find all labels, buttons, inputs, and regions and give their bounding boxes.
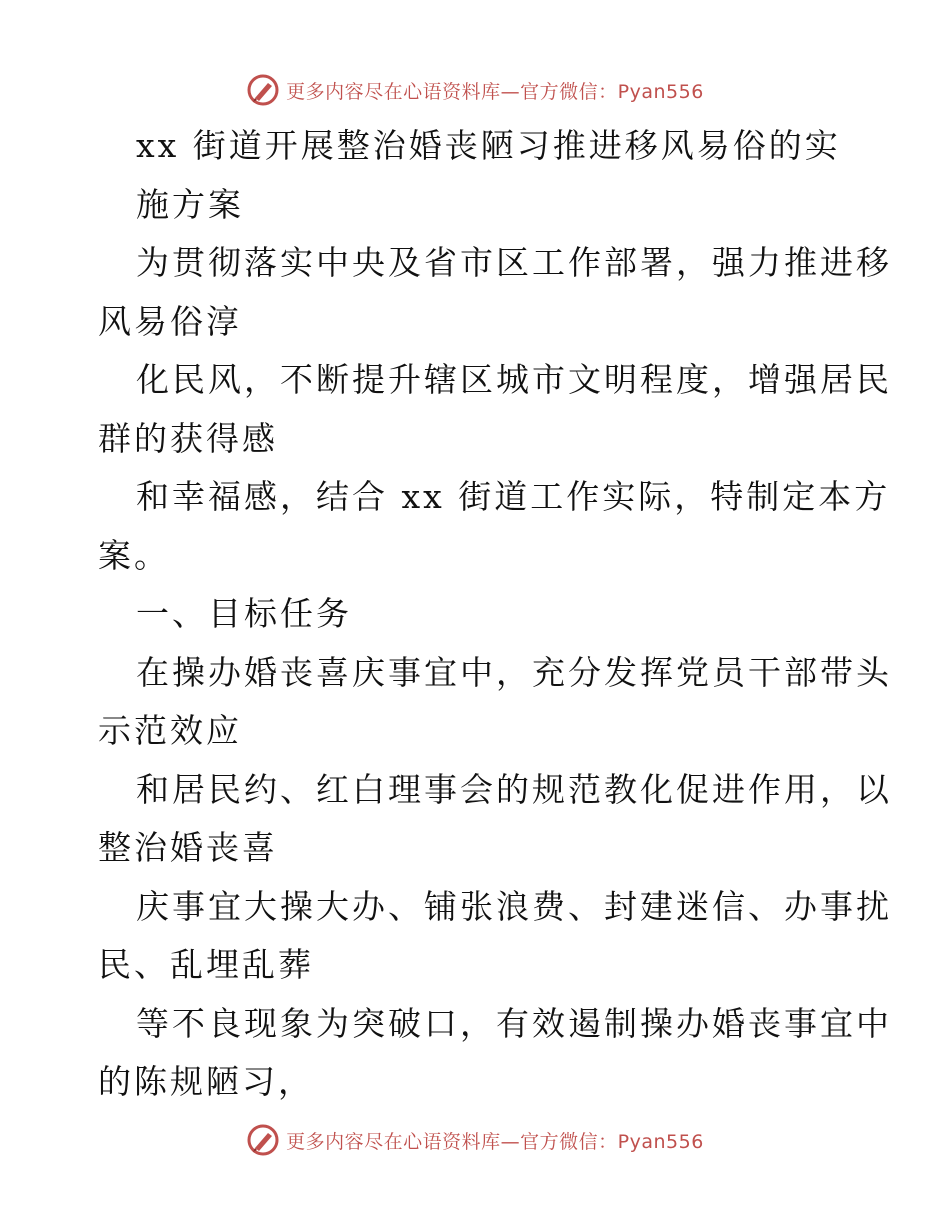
paragraph-line: 化民风，不断提升辖区城市文明程度，增强居民: [136, 360, 892, 399]
paragraph-line: 一、目标任务: [136, 594, 352, 633]
paragraph-line: 示范效应: [98, 711, 242, 750]
paragraph-line: 庆事宜大操大办、铺张浪费、封建迷信、办事扰: [136, 886, 892, 926]
paragraph-line: 等不良现象为突破口，有效遏制操办婚丧事宜中: [136, 1003, 892, 1043]
paragraph-line: 整治婚丧喜: [98, 828, 278, 867]
paragraph-line: 群的获得感: [98, 418, 278, 458]
paragraph-line: 风易俗淳: [98, 301, 242, 341]
paragraph-line: 为贯彻落实中央及省市区工作部署，强力推进移: [136, 243, 892, 282]
document-body: [98, 117, 892, 1112]
pen-logo-icon: [246, 73, 280, 107]
paragraph-line: xx 街道开展整治婚丧陋习推进移风易俗的实: [136, 126, 841, 165]
paragraph-line: 的陈规陋习，: [98, 1062, 314, 1101]
paragraph-line: 和居民约、红白理事会的规范教化促进作用，以: [136, 769, 892, 809]
paragraph-line: 施方案: [136, 184, 244, 224]
header-watermark-banner: [0, 70, 950, 110]
paragraph-line: 和幸福感，结合 xx 街道工作实际，特制定本方: [136, 477, 891, 516]
header-banner-text: 更多内容尽在心语资料库—官方微信：Pyan556: [286, 80, 704, 103]
paragraph-line: 民、乱埋乱葬: [98, 945, 314, 984]
footer-watermark-banner: [0, 1120, 950, 1160]
paragraph-line: 在操办婚丧喜庆事宜中，充分发挥党员干部带头: [136, 652, 892, 692]
footer-banner-text: 更多内容尽在心语资料库—官方微信：Pyan556: [286, 1130, 704, 1153]
paragraph-line: 案。: [98, 535, 170, 575]
pen-logo-icon: [246, 1123, 280, 1157]
